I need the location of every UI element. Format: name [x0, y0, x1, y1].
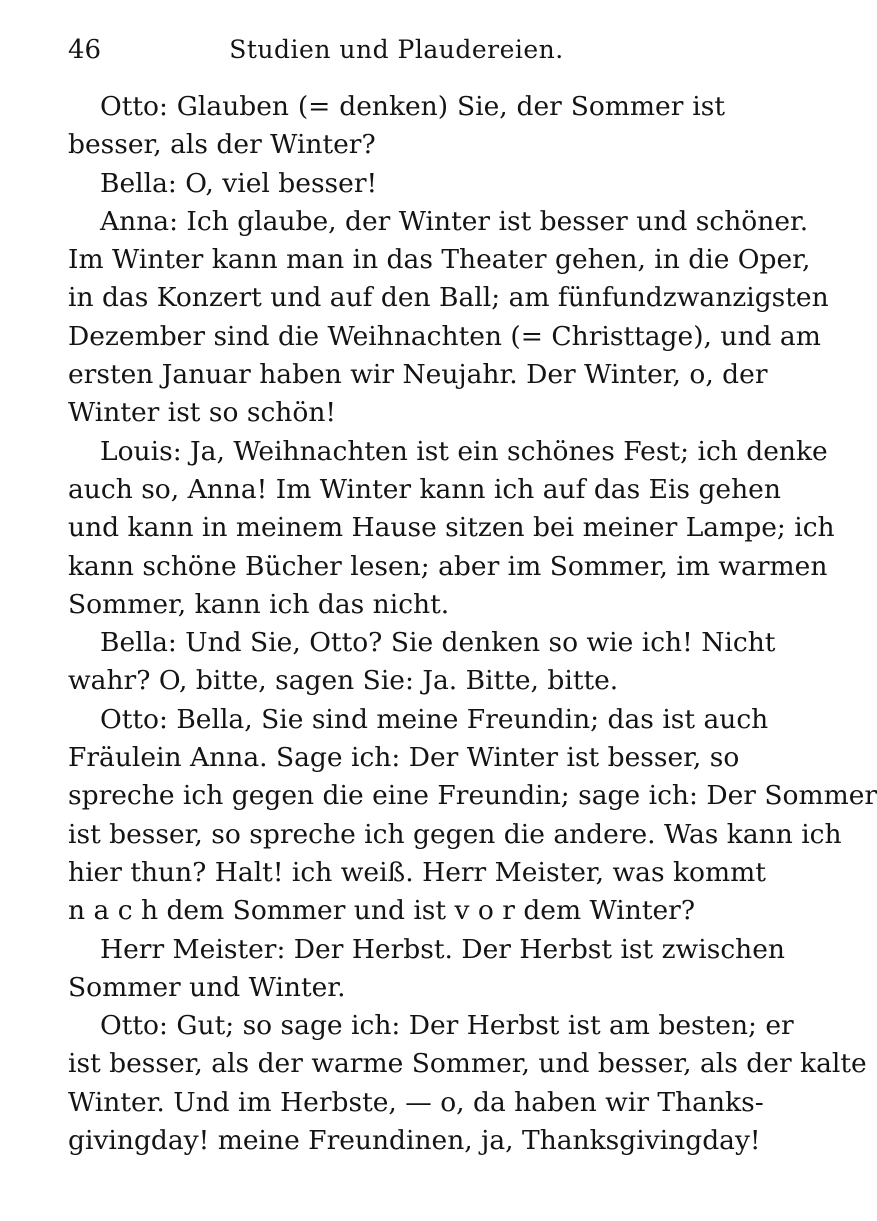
text-line: besser, als der Winter? [68, 129, 376, 161]
text-line: ist besser, so spreche ich gegen die andere. Was kann ich [68, 818, 842, 850]
text-line: und kann in meinem Hause sitzen bei meiner Lampe; ich [68, 512, 835, 544]
text-line: wahr? O, bitte, sagen Sie: Ja. Bitte, bitte. [68, 665, 619, 697]
text-line: n a c h dem Sommer und ist v o r dem Winter? [68, 895, 696, 927]
text-line: Otto: Bella, Sie sind meine Freundin; das ist auch [100, 703, 769, 735]
text-line: auch so, Anna! Im Winter kann ich auf das Eis gehen [68, 473, 781, 505]
text-line: ist besser, als der warme Sommer, und besser, als der kalte [68, 1048, 867, 1080]
page-number: 46 [68, 35, 102, 65]
text-line: Winter ist so schön! [68, 397, 337, 429]
text-line: Im Winter kann man in das Theater gehen, in die Oper, [68, 244, 811, 276]
running-title: Studien und Plaudereien. [229, 35, 564, 64]
text-line: Otto: Glauben (= denken) Sie, der Sommer ist [100, 91, 725, 122]
text-line: Fräulein Anna. Sage ich: Der Winter ist besser, so [68, 742, 740, 774]
text-line: Winter. Und im Herbste, — o, da haben wir Thanks- [68, 1086, 764, 1118]
text-line: Dezember sind die Weihnachten (= Christtage), und am [68, 320, 821, 352]
text-line: Herr Meister: Der Herbst. Der Herbst ist zwischen [100, 933, 785, 965]
text-line: Otto: Gut; so sage ich: Der Herbst ist am besten; er [100, 1010, 794, 1042]
text-line: ersten Januar haben wir Neujahr. Der Winter, o, der [68, 359, 768, 391]
text-line: spreche ich gegen die eine Freundin; sage ich: Der Sommer [68, 780, 877, 812]
text-line: Bella: Und Sie, Otto? Sie denken so wie ich! Nicht [100, 627, 776, 659]
text-line: Sommer, kann ich das nicht. [68, 588, 450, 620]
text-line: Anna: Ich glaube, der Winter ist besser und schöner. [100, 205, 809, 237]
text-line: hier thun? Halt! ich weiß. Herr Meister, was kommt [68, 856, 766, 888]
text-line: Louis: Ja, Weihnachten ist ein schönes Fest; ich denke [100, 435, 828, 467]
dialogue-text [68, 88, 877, 1160]
text-line: Bella: O, viel besser! [100, 167, 378, 199]
text-line: in das Konzert und auf den Ball; am fünfundzwanzigsten [68, 282, 829, 314]
text-line: givingday! meine Freundinen, ja, Thanksgivingday! [68, 1125, 761, 1157]
page-header [68, 30, 725, 70]
text-line: Sommer und Winter. [68, 971, 346, 1003]
text-line: kann schöne Bücher lesen; aber im Sommer, im warmen [68, 550, 828, 582]
